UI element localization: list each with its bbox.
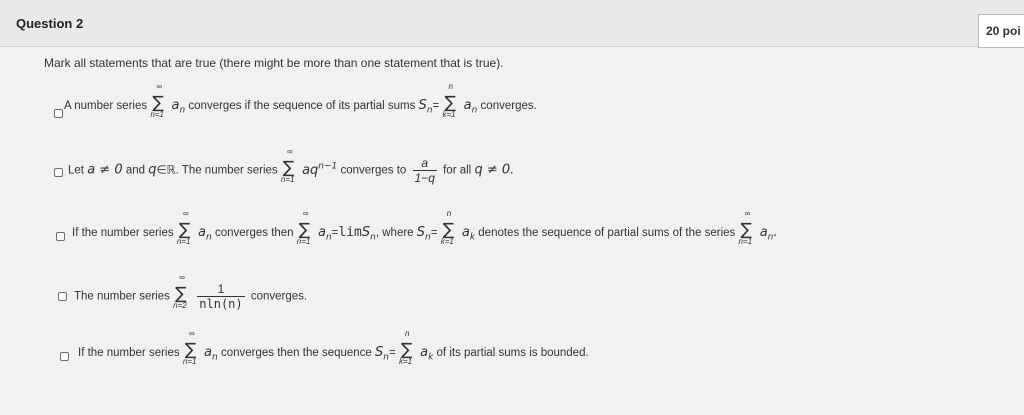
option-1-statement: A number series ∞ ∑ n=1 $a_n$ converges if the sequence of its partial sums $S_n=$ n ∑ k=1 $a_n$ converges. (64, 82, 537, 119)
question-header (0, 0, 1024, 47)
question-instruction: Mark all statements that are true (there might be more than one statement that is true). (44, 56, 504, 70)
option-text: If the number series (78, 347, 180, 359)
sum-symbol: ∞ ∑ n=1 (738, 209, 753, 246)
option-4-checkbox[interactable] (58, 292, 67, 301)
points-badge: 20 poi (978, 14, 1024, 48)
fraction: $\frac{a}{1-q}$ (414, 156, 435, 185)
sum-symbol: n ∑ k=1 (398, 329, 413, 366)
question-title: Question 2 (16, 16, 84, 31)
option-text: If the number series (72, 227, 174, 239)
option-text: converges if the sequence of its partial sums (188, 100, 416, 112)
option-5-checkbox[interactable] (60, 352, 69, 361)
sum-symbol: ∞ ∑ n=1 (150, 82, 164, 119)
option-2-statement: Let a ≠ 0 and q∈ℝ. The number series ∞ ∑ n=1 $aq^{n-1}$ converges to $\frac{a}{1-q}$ for all q ≠ 0. (68, 146, 515, 185)
option-text: converges. (480, 100, 537, 112)
option-text: of its partial sums is bounded. (436, 347, 589, 359)
option-text: converges then (214, 227, 294, 239)
option-text: for all (443, 164, 472, 177)
option-text: converges. (250, 290, 308, 303)
option-3-checkbox[interactable] (56, 232, 65, 241)
option-text: , where (375, 227, 414, 239)
sum-symbol: n ∑ k=1 (440, 209, 455, 246)
sum-symbol: ∞ ∑ n=1 (296, 209, 311, 246)
option-1-checkbox[interactable] (54, 109, 63, 118)
option-text: Let (68, 164, 84, 177)
sum-symbol: ∞ ∑ n=1 (176, 209, 191, 246)
option-text: and (125, 164, 145, 177)
option-3-statement: If the number series ∞ ∑ n=1 $a_n$ converges then ∞ ∑ n=1 $a_n=\lim S_n$, where $S_n=$ n ∑ k=1 $a_k$ denotes the sequence of partial sums of the series ∞ ∑ n=1 $a_n$. (72, 209, 778, 246)
option-5-statement: If the number series ∞ ∑ n=1 $a_n$ converges then the sequence $S_n=$ n ∑ k=1 $a_k$ of its partial sums is bounded. (78, 329, 589, 366)
option-text: A number series (64, 100, 148, 112)
option-text: The number series (74, 290, 170, 303)
fraction: $\frac{1}{nln(n)}$ (199, 282, 243, 311)
option-text: . The number series (175, 164, 278, 177)
sum-symbol: ∞ ∑ n=1 (280, 146, 295, 184)
option-2-checkbox[interactable] (54, 168, 63, 177)
sum-symbol: ∞ ∑ n=2 (173, 272, 187, 310)
option-text: converges then the sequence (220, 347, 372, 359)
option-4-statement (74, 272, 308, 311)
option-text: denotes the sequence of partial sums of the series (478, 227, 736, 239)
option-text: converges to (340, 164, 407, 177)
sum-symbol: n ∑ k=1 (442, 82, 456, 119)
sum-symbol: ∞ ∑ n=1 (182, 329, 197, 366)
